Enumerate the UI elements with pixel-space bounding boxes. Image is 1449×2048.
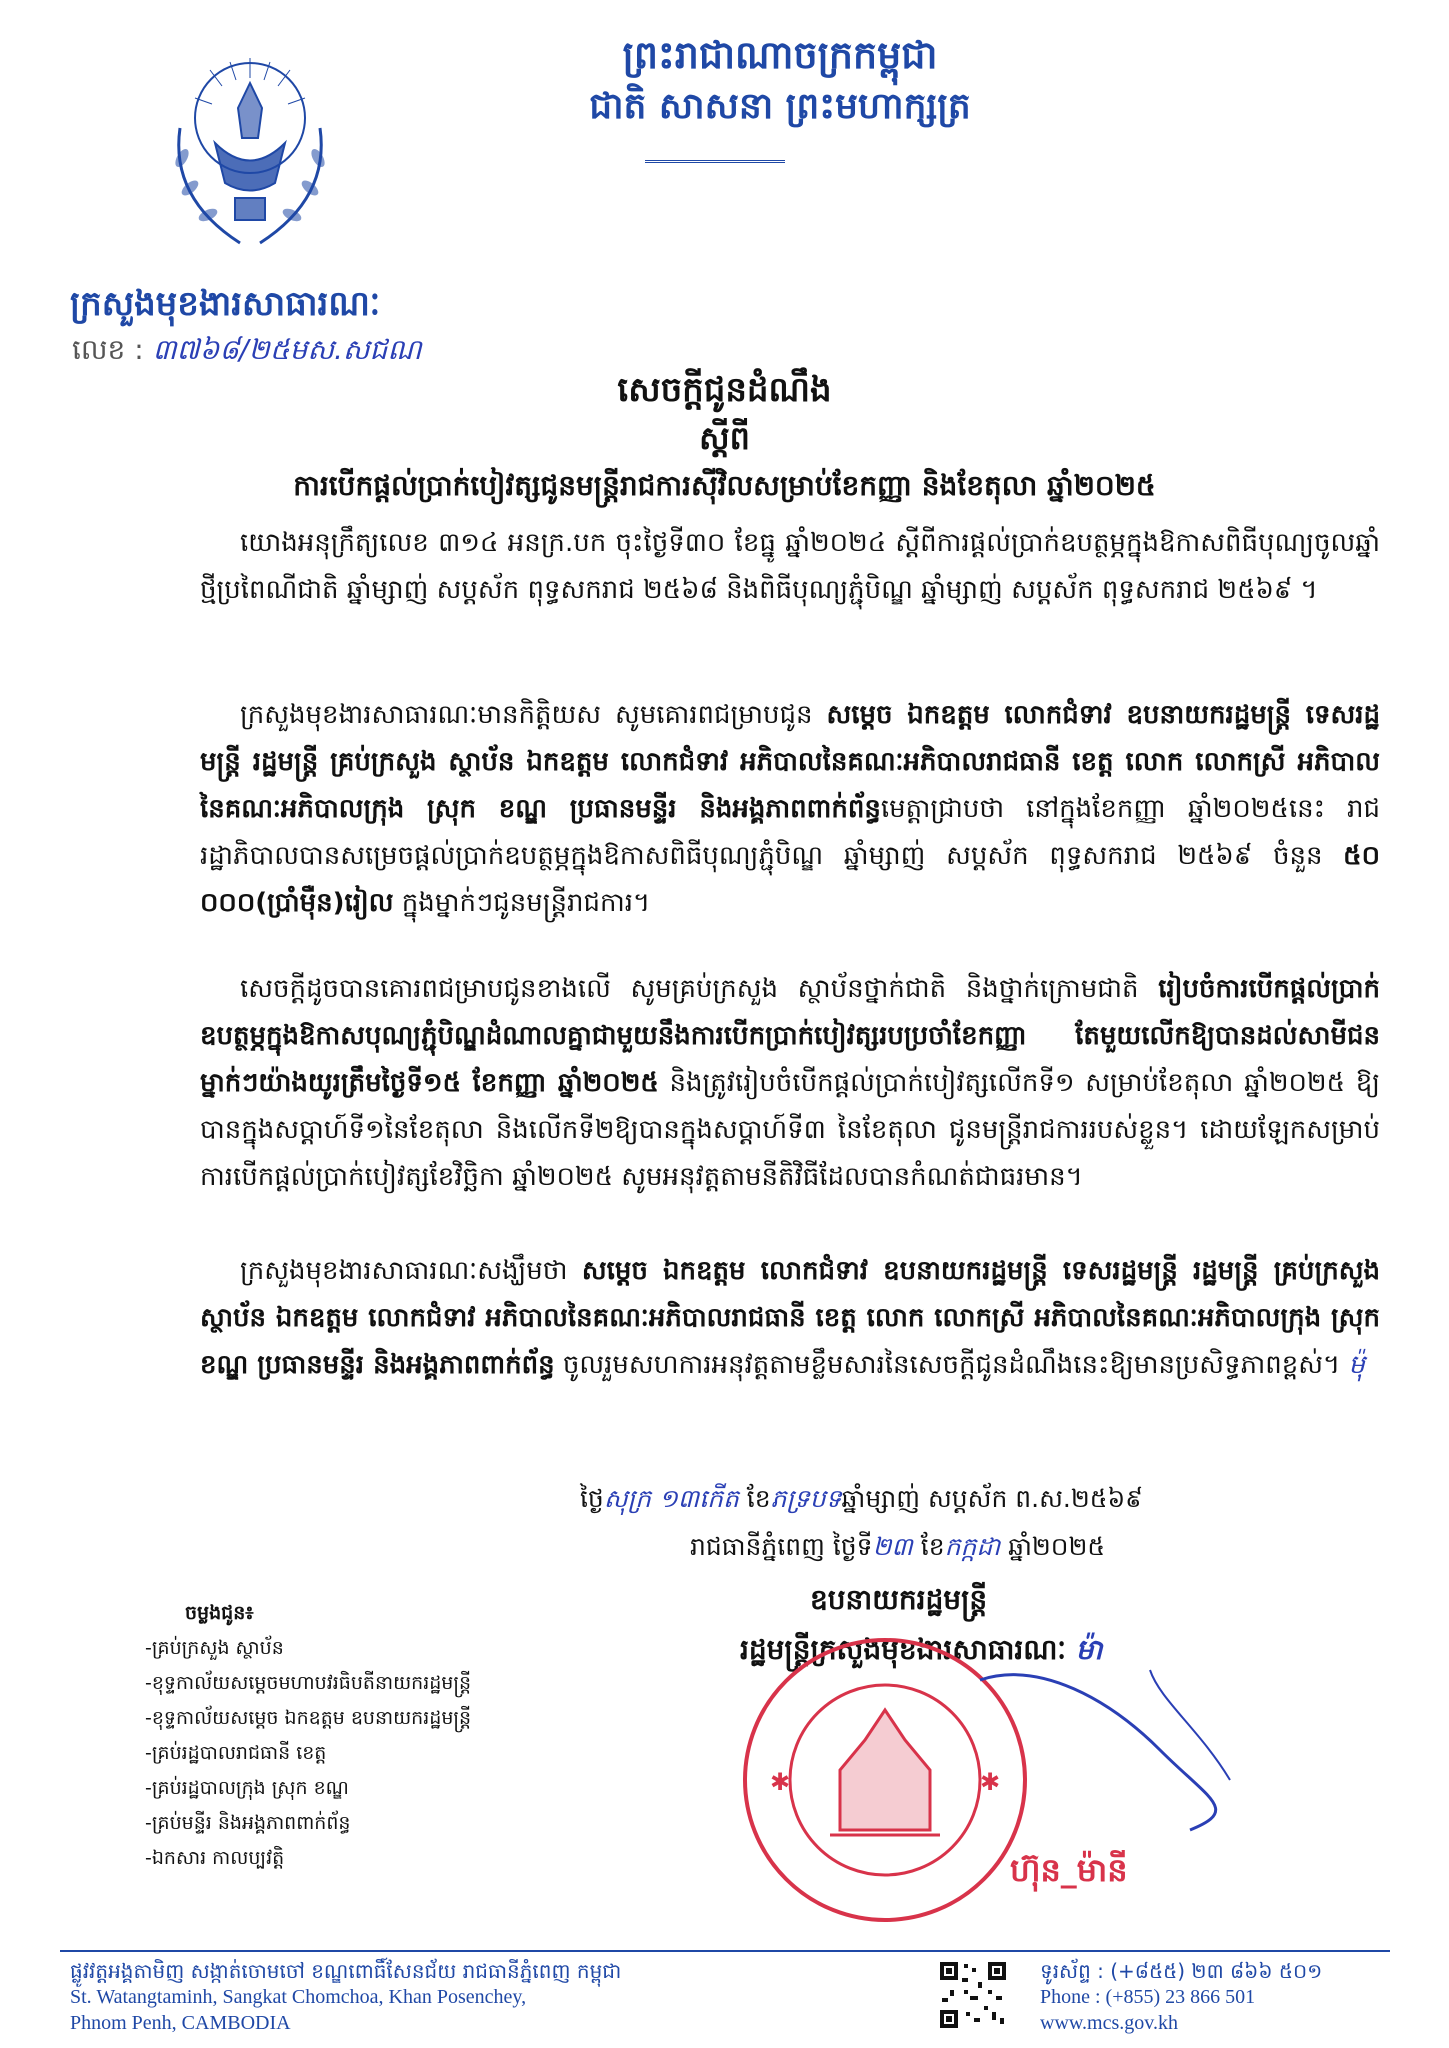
signatory-title-1: ឧបនាយករដ្ឋមន្ត្រី xyxy=(810,1583,988,1616)
solar-date-month-label: ខែ xyxy=(912,1532,945,1561)
kingdom-title: ព្រះរាជាណាចក្រកម្ពុជា xyxy=(622,33,938,77)
copy-to-item: -គ្រប់ក្រសួង ស្ថាប័ន xyxy=(145,1637,284,1659)
paragraph-3 xyxy=(200,966,1380,1201)
svg-text:✱: ✱ xyxy=(770,1768,791,1796)
lunar-date-month-label: ខែ xyxy=(738,1484,771,1513)
footer-address-kh: ផ្លូវវត្តអង្គតាមិញ សង្កាត់ចោមចៅ ខណ្ឌពោធិ៍សែនជ័យ រាជធានីភ្នំពេញ កម្ពុជា xyxy=(70,1959,622,1983)
qr-code xyxy=(938,1960,1008,2030)
copy-to-item: -គ្រប់មន្ទីរ និងអង្គភាពពាក់ព័ន្ធ xyxy=(145,1812,351,1834)
paragraph-2-intro: ក្រសួងមុខងារសាធារណៈមានកិត្តិយស សូមគោរពជម្រាបជូន xyxy=(240,700,827,730)
solar-month-handwritten: កក្កដា xyxy=(944,1532,1001,1561)
lunar-day-handwritten: សុក្រ ១៣កើត xyxy=(603,1484,739,1513)
signature-initial-mark: ម៉ា xyxy=(1075,1633,1103,1666)
reference-line xyxy=(72,332,422,373)
paragraph-2 xyxy=(200,692,1380,927)
signatory-name: ហ៊ុន_ម៉ានី xyxy=(1010,1851,1128,1889)
paragraph-1 xyxy=(200,520,1380,614)
notice-title: សេចក្ដីជូនដំណឹង xyxy=(617,370,832,410)
national-motto: ជាតិ សាសនា ព្រះមហាក្សត្រ xyxy=(589,86,971,127)
lunar-date-prefix: ថ្ងៃ xyxy=(580,1484,604,1513)
paragraph-1-text: យោងអនុក្រឹត្យលេខ ៣១៤ អនក្រ.បក ចុះថ្ងៃទី៣០ ខែធ្នូ ឆ្នាំ២០២៤ ស្តីពីការផ្តល់ប្រាក់ឧបត្ថម្ភក្នុងឱកាសពិធីបុណ្យចូលឆ្នាំថ្មីប្រពៃណីជាតិ ឆ្នាំម្សាញ់ សប្តស័ក ពុទ្ធសករាជ ២៥៦៨ និងពិធីបុណ្យភ្ជុំបិណ្ឌ ឆ្នាំម្សាញ់ សប្តស័ក ពុទ្ធសករាជ ២៥៦៩ ។ xyxy=(200,528,1380,605)
footer-divider xyxy=(60,1950,1390,1952)
paragraph-2-end: ក្នុងម្នាក់ៗជូនមន្ត្រីរាជការ។ xyxy=(393,888,651,918)
footer-address-en-1: St. Watangtaminh, Sangkat Chomchoa, Khan Posenchey, xyxy=(70,1986,527,2008)
paragraph-4 xyxy=(200,1248,1380,1389)
ministry-name: ក្រសួងមុខងារសាធារណៈ xyxy=(70,284,381,324)
copy-to-item: -គ្រប់រដ្ឋបាលក្រុង ស្រុក ខណ្ឌ xyxy=(145,1777,349,1799)
header-divider xyxy=(645,160,785,163)
ministry-emblem xyxy=(150,48,350,263)
copy-to-item: -ឯកសារ កាលប្បវត្តិ xyxy=(145,1847,285,1869)
reference-label: លេខ : xyxy=(72,333,144,366)
copy-to-item: -ខុទ្ទកាល័យសម្តេច ឯកឧត្តម ឧបនាយករដ្ឋមន្ត្រី xyxy=(145,1707,472,1729)
handwritten-signature xyxy=(960,1640,1250,1840)
paragraph-2-decision: មេត្តាជ្រាបថា នៅក្នុងខែកញ្ញា ឆ្នាំ២០២៥នេះ រាជរដ្ឋាភិបាលបានសម្រេចផ្តល់ប្រាក់ឧបត្ថម្ភក្នុងឱកាសពិធីបុណ្យភ្ជុំបិណ្ឌ ឆ្នាំម្សាញ់ សប្តស័ក ពុទ្ធសករាជ ២៥៦៩ ចំនួន xyxy=(200,794,1381,871)
signatory-title-2-text: រដ្ឋមន្ត្រីក្រសួងមុខងារសាធារណៈ xyxy=(740,1633,1067,1666)
solar-date-suffix: ឆ្នាំ២០២៥ xyxy=(1000,1532,1106,1561)
paragraph-4-addressees: សម្តេច ឯកឧត្តម លោកជំទាវ ឧបនាយករដ្ឋមន្ត្រី ទេសរដ្ឋមន្ត្រី រដ្ឋមន្ត្រី គ្រប់ក្រសួង ស្ថាប័ន ឯកឧត្តម លោកជំទាវ អភិបាលនៃគណៈអភិបាលរាជធានី ខេត្ត លោក លោកស្រី អភិបាលនៃគណៈអភិបាលក្រុង ស្រុក ខណ្ឌ ប្រធានមន្ទីរ និងអង្គភាពពាក់ព័ន្ធ xyxy=(200,1256,1380,1380)
paragraph-2-addressees: សម្តេច ឯកឧត្តម លោកជំទាវ ឧបនាយករដ្ឋមន្ត្រី ទេសរដ្ឋមន្ត្រី រដ្ឋមន្ត្រី គ្រប់ក្រសួង ស្ថាប័ន ឯកឧត្តម លោកជំទាវ អភិបាលនៃគណៈអភិបាលរាជធានី ខេត្ត លោក លោកស្រី អភិបាលនៃគណៈអភិបាលក្រុង ស្រុក ខណ្ឌ ប្រធានមន្ទីរ និងអង្គភាពពាក់ព័ន្ធ xyxy=(200,700,1380,824)
handwritten-initials: ម៉ុ xyxy=(1348,1350,1365,1380)
footer-phone-en: Phone : (+855) 23 866 501 xyxy=(1040,1986,1256,2008)
footer-phone-kh: ទូរស័ព្ទ : (+៨៥៥) ២៣ ៨៦៦ ៥០១ xyxy=(1040,1959,1323,1983)
solar-date-prefix: រាជធានីភ្នំពេញ ថ្ងៃទី xyxy=(690,1532,873,1561)
lunar-month-handwritten: ភទ្របទ xyxy=(770,1484,842,1513)
copy-to-item: -គ្រប់រដ្ឋបាលរាជធានី ខេត្ត xyxy=(145,1742,327,1764)
paragraph-3-detail: និងត្រូវរៀបចំបើកផ្តល់ប្រាក់បៀវត្សលើកទី១ សម្រាប់ខែតុលា ឆ្នាំ២០២៥ ឱ្យបានក្នុងសប្តាហ៍ទី១នៃខែតុលា និងលើកទី២ឱ្យបានក្នុងសប្តាហ៍ទី៣ នៃខែតុលា ជូនមន្ត្រីរាជការរបស់ខ្លួន។ ដោយឡែកសម្រាប់ការបើកផ្តល់ប្រាក់បៀវត្សខែវិច្ឆិកា ឆ្នាំ២០២៥ សូមអនុវត្តតាមនីតិវិធីដែលបានកំណត់ជាធរមាន។ xyxy=(200,1068,1380,1192)
notice-subject-label: ស្ដីពី xyxy=(699,419,750,457)
solar-date xyxy=(690,1532,1105,1568)
copy-to-list xyxy=(145,1596,471,1876)
lunar-date xyxy=(580,1484,1143,1520)
svg-text:✱: ✱ xyxy=(980,1768,1001,1796)
footer-address-en-2: Phnom Penh, CAMBODIA xyxy=(70,2012,291,2034)
paragraph-4-intro: ក្រសួងមុខងារសាធារណៈសង្ឃឹមថា xyxy=(240,1256,582,1286)
reference-number: ៣៧៦៨/២៥មស.សជណ xyxy=(152,333,422,366)
footer-website[interactable]: www.mcs.gov.kh xyxy=(1040,2012,1178,2034)
lunar-date-suffix: ឆ្នាំម្សាញ់ សប្តស័ក ព.ស.២៥៦៩ xyxy=(841,1484,1143,1513)
paragraph-3-intro: សេចក្តីដូចបានគោរពជម្រាបជូនខាងលើ សូមគ្រប់ក្រសួង ស្ថាប័នថ្នាក់ជាតិ និងថ្នាក់ក្រោមជាតិ xyxy=(240,974,1159,1004)
copy-to-heading: ចម្លងជូន៖ xyxy=(185,1602,254,1624)
notice-subject: ការបើកផ្តល់ប្រាក់បៀវត្សជូនមន្ត្រីរាជការស៊ីវិលសម្រាប់ខែកញ្ញា និងខែតុលា ឆ្នាំ២០២៥ xyxy=(293,469,1156,502)
copy-to-item: -ខុទ្ទកាល័យសម្តេចមហាបវរធិបតីនាយករដ្ឋមន្ត្រី xyxy=(145,1672,472,1694)
paragraph-3-instruction: រៀបចំការបើកផ្តល់ប្រាក់ឧបត្ថម្ភក្នុងឱកាសបុណ្យភ្ជុំបិណ្ឌដំណាលគ្នាជាមួយនឹងការបើកប្រាក់បៀវត្សរបប្រចាំខែកញ្ញា តែមួយលើកឱ្យបានដល់សាមីជនម្នាក់ៗយ៉ាងយូរត្រឹមថ្ងៃទី១៥ ខែកញ្ញា ឆ្នាំ២០២៥ xyxy=(200,974,1380,1098)
paragraph-4-end: ចូលរួមសហការអនុវត្តតាមខ្លឹមសារនៃសេចក្តីជូនដំណឹងនេះឱ្យមានប្រសិទ្ធភាពខ្ពស់។ xyxy=(554,1350,1341,1380)
paragraph-2-amount: ៥០ ០០០(ប្រាំម៉ឺន)រៀល xyxy=(200,841,1380,918)
solar-day-handwritten: ២៣ xyxy=(872,1532,913,1561)
